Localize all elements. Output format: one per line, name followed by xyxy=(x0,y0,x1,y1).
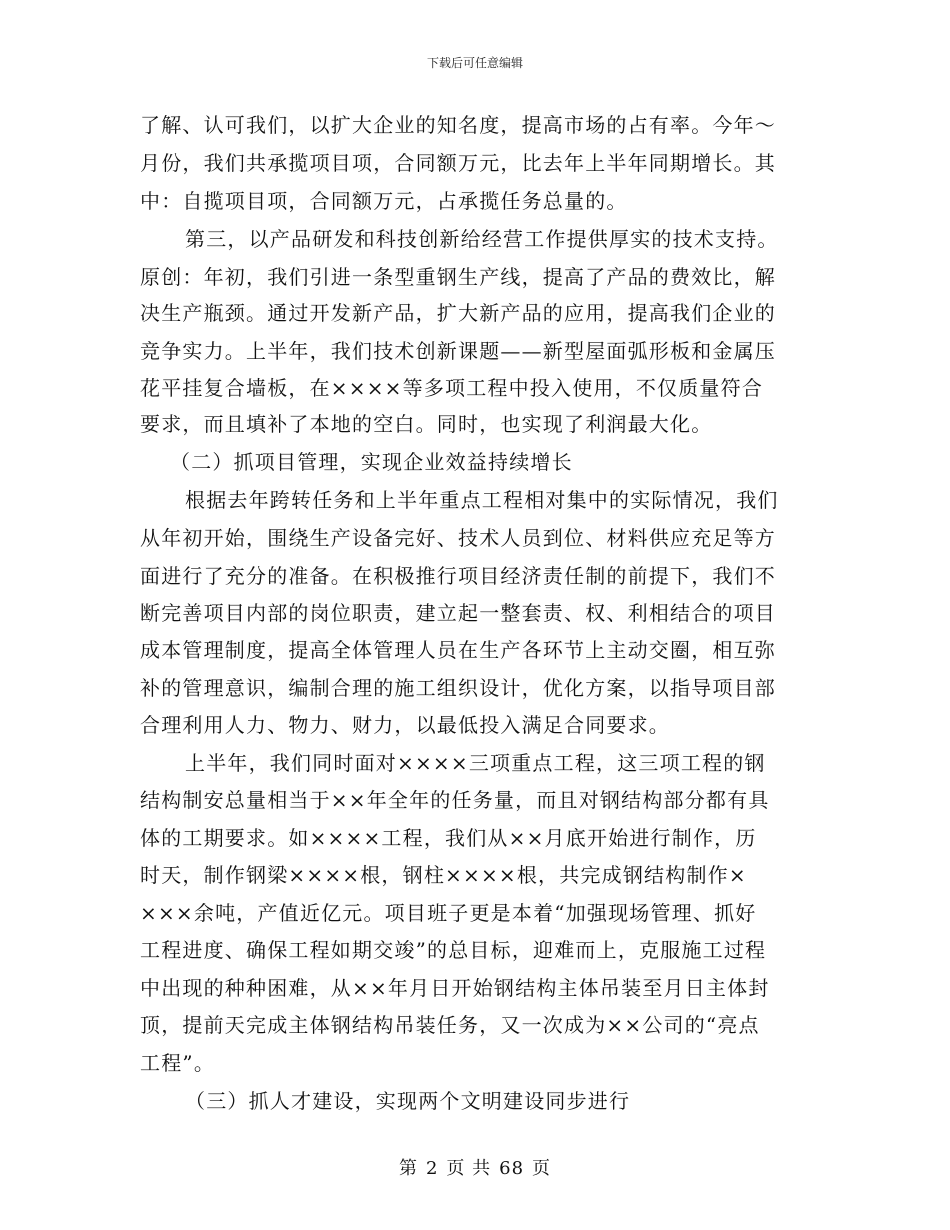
body-line: 月份，我们共承揽项目项，合同额万元，比去年上半年同期增长。其 xyxy=(140,151,776,175)
body-line: 面进行了充分的准备。在积极推行项目经济责任制的前提下，我们不 xyxy=(140,564,776,588)
body-line: 体的工期要求。如××××工程，我们从××月底开始进行制作，历 xyxy=(140,826,757,850)
body-line: 顶，提前天完成主体钢结构吊装任务，又一次成为××公司的“亮点 xyxy=(140,1013,760,1037)
body-line: 要求，而且填补了本地的空白。同时，也实现了利润最大化。 xyxy=(140,412,713,436)
body-line: 结构制安总量相当于××年全年的任务量，而且对钢结构部分都有具 xyxy=(140,788,770,812)
body-line: 补的管理意识，编制合理的施工组织设计，优化方案，以指导项目部 xyxy=(140,676,776,700)
footer-total-pages: 68 xyxy=(499,1158,525,1179)
page-footer xyxy=(0,1154,950,1180)
body-line: 从年初开始，围绕生产设备完好、技术人员到位、材料供应充足等方 xyxy=(140,526,776,550)
section-heading: （三）抓人才建设，实现两个文明建设同步进行 xyxy=(185,1089,631,1113)
body-line: 中：自揽项目项，合同额万元，占承揽任务总量的。 xyxy=(140,189,628,213)
body-line: 工程进度、确保工程如期交竣”的总目标，迎难而上，克服施工过程 xyxy=(140,938,767,962)
body-line: 竞争实力。上半年，我们技术创新课题——新型屋面弧形板和金属压 xyxy=(140,339,776,363)
body-line: 成本管理制度，提高全体管理人员在生产各环节上主动交圈，相互弥 xyxy=(140,638,776,662)
footer-prefix: 第 xyxy=(398,1158,418,1179)
section-heading: （二）抓项目管理，实现企业效益持续增长 xyxy=(170,450,573,474)
page-header: 下载后可任意编辑 xyxy=(426,56,523,70)
body-line: 合理利用人力、物力、财力，以最低投入满足合同要求。 xyxy=(140,713,670,737)
body-line: 断完善项目内部的岗位职责，建立起一整套责、权、利相结合的项目 xyxy=(140,601,776,625)
footer-page-number: 2 xyxy=(425,1158,439,1179)
body-line: 花平挂复合墙板，在××××等多项工程中投入使用，不仅质量符合 xyxy=(140,376,764,400)
body-line: 时天，制作钢梁××××根，钢柱××××根，共完成钢结构制作× xyxy=(140,863,747,887)
body-line: 了解、认可我们，以扩大企业的知名度，提高市场的占有率。今年～ xyxy=(140,113,776,137)
body-line: 根据去年跨转任务和上半年重点工程相对集中的实际情况，我们 xyxy=(185,488,779,512)
body-line: ×××余吨，产值近亿元。项目班子更是本着“加强现场管理、抓好 xyxy=(140,901,757,925)
body-line: 第三，以产品研发和科技创新给经营工作提供厚实的技术支持。 xyxy=(185,227,779,251)
body-line: 上半年，我们同时面对××××三项重点工程，这三项工程的钢 xyxy=(185,751,766,775)
body-line: 决生产瓶颈。通过开发新产品，扩大新产品的应用，提高我们企业的 xyxy=(140,301,776,325)
body-line: 工程”。 xyxy=(140,1051,216,1075)
footer-middle: 页 共 xyxy=(446,1158,492,1179)
footer-suffix: 页 xyxy=(532,1158,552,1179)
body-line: 中出现的种种困难，从××年月日开始钢结构主体吊装至月日主体封 xyxy=(140,976,770,1000)
body-line: 原创：年初，我们引进一条型重钢生产线，提高了产品的费效比，解 xyxy=(140,265,776,289)
